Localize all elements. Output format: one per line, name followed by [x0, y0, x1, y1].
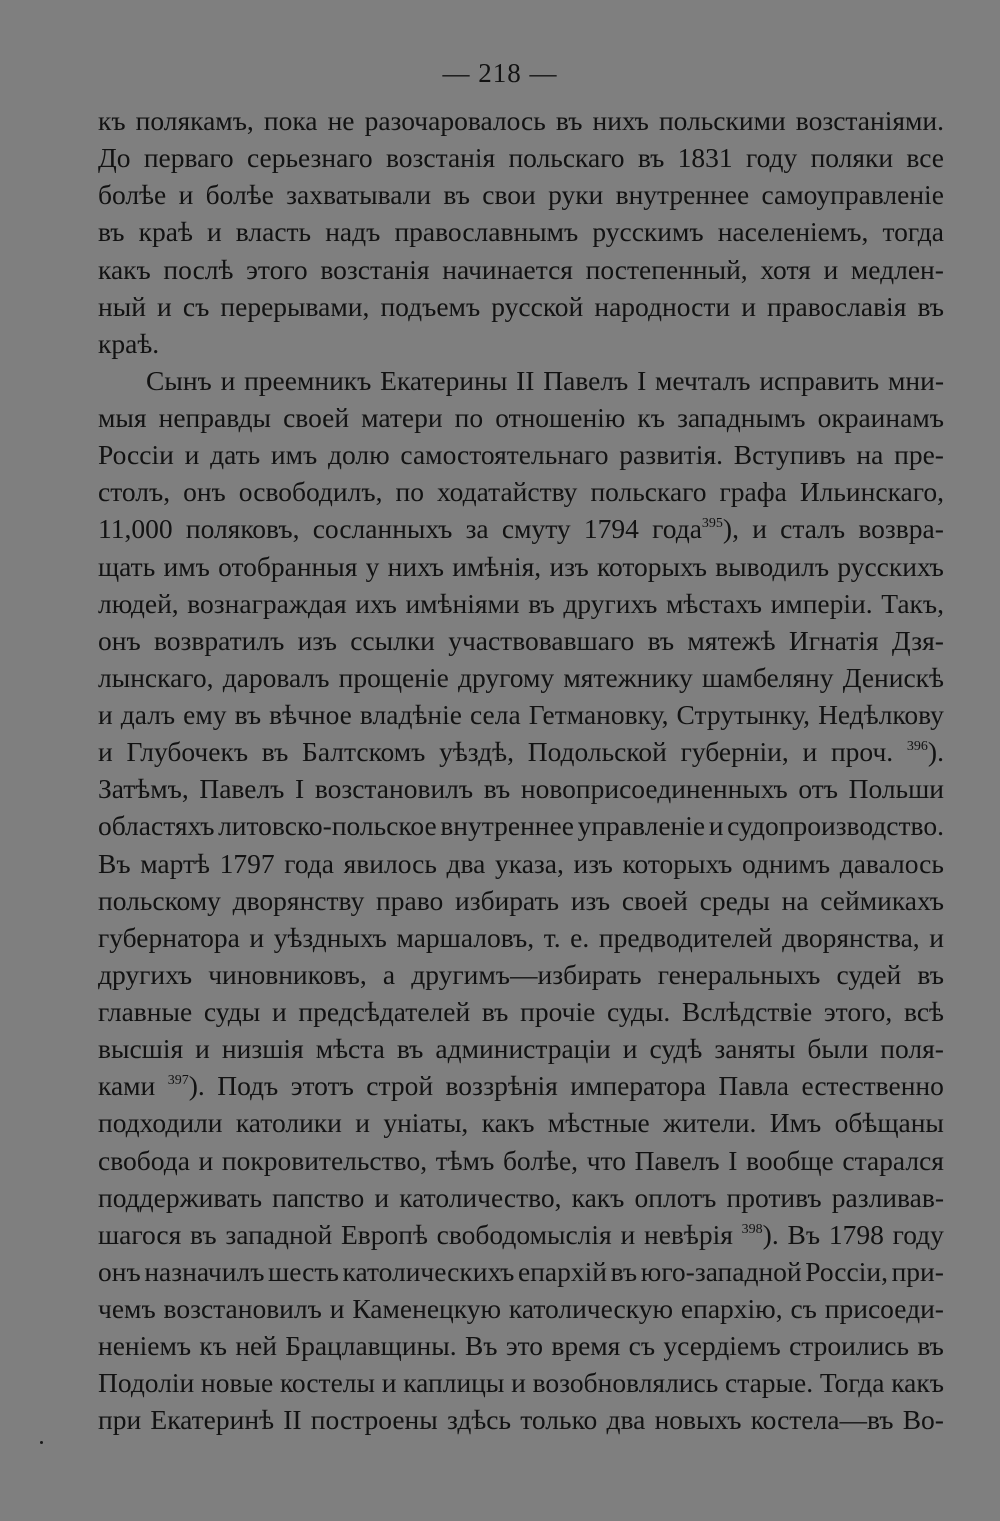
text-line: ный и съ перерывами, подъемъ русской народности и православія въ — [98, 290, 944, 322]
text-line: главные суды и предсѣдателей въ прочіе суды. Вслѣдствіе этого, всѣ — [98, 996, 944, 1027]
text-line: онъ возвратилъ изъ ссылки участвовавшаго въ мятежѣ Игнатія Дзя- — [98, 624, 944, 656]
text-line: Въ мартѣ 1797 года явилось два указа, изъ которыхъ однимъ давалось — [98, 847, 944, 879]
text-line: другихъ чиновниковъ, а другимъ—избирать генеральныхъ судей въ — [98, 958, 944, 990]
text-line: и далъ ему въ вѣчное владѣніе села Гетмановку, Струтынку, Недѣлкову — [98, 699, 944, 730]
text-line: щать имъ отобранныя у нихъ имѣнія, изъ которыхъ выводилъ русскихъ — [98, 550, 944, 582]
text-line: людей, вознаграждая ихъ имѣніями въ другихъ мѣстахъ имперіи. Такъ, — [98, 587, 944, 619]
text-line: чемъ возстановилъ и Каменецкую католическую епархію, съ присоеди- — [98, 1293, 944, 1324]
text-line: поддерживать папство и католичество, какъ оплотъ противъ разливав- — [98, 1181, 944, 1213]
text-line: свобода и покровительство, тѣмъ болѣе, что Павелъ I вообще старался — [98, 1144, 944, 1176]
text-line: польскому дворянству право избирать изъ своей среды на сеймикахъ — [98, 884, 944, 916]
paragraph — [98, 362, 944, 1439]
text-line: губернатора и уѣздныхъ маршаловъ, т. е. предводителей дворянства, и — [98, 921, 944, 953]
text-line: въ краѣ и власть надъ православнымъ русскимъ населеніемъ, тогда — [98, 216, 944, 248]
text-line: Подоліи новые костелы и каплицы и возобновлялись старые. Тогда какъ — [98, 1367, 944, 1399]
text-line: краѣ. — [98, 327, 160, 359]
body-text — [98, 102, 944, 1439]
text-line: ками $^{397}$). Подъ этотъ строй воззрѣнія императора Павла естественно — [98, 1070, 944, 1102]
paragraph — [98, 102, 944, 362]
text-line: какъ послѣ этого возстанія начинается постепенный, хотя и медлен- — [98, 253, 944, 285]
text-line: при Екатеринѣ II построены здѣсь только два новыхъ костела—въ Во- — [98, 1404, 944, 1436]
text-line: болѣе и болѣе захватывали въ свои руки внутреннее самоуправленіе — [98, 179, 944, 211]
text-line: неніемъ къ ней Брацлавщины. Въ это время съ усердіемъ строились въ — [98, 1330, 944, 1362]
text-line: Сынъ и преемникъ Екатерины II Павелъ I мечталъ исправить мни- — [146, 364, 944, 396]
text-line: столъ, онъ освободилъ, по ходатайству польскаго графа Ильинскаго, — [98, 476, 944, 508]
text-line: лынскаго, даровалъ прощеніе другому мятежнику шамбеляну Денискѣ — [98, 661, 944, 693]
text-line: шагося въ западной Европѣ свободомыслія и невѣрія $^{398}$). Въ 1798 году — [98, 1218, 944, 1250]
text-line: и Глубочекъ въ Балтскомъ уѣздѣ, Подольской губерніи, и проч. $^{396}$). — [98, 736, 944, 768]
text-line: высшія и низшія мѣста въ администраціи и судѣ заняты были поля- — [98, 1033, 944, 1065]
text-line: подходили католики и уніаты, какъ мѣстные жители. Имъ обѣщаны — [98, 1107, 944, 1139]
text-line: къ полякамъ, пока не разочаровалось въ нихъ польскими возстаніями. — [98, 105, 944, 136]
text-line: онъ назначилъ шесть католическихъ епархій въ юго-западной Россіи, при- — [98, 1255, 944, 1287]
text-line: До перваго серьезнаго возстанія польскаго въ 1831 году поляки все — [98, 142, 944, 174]
page-number: — 218 — — [442, 58, 558, 88]
text-line: мыя неправды своей матери по отношенію къ западнымъ окраинамъ — [98, 402, 944, 433]
text-line: Затѣмъ, Павелъ I возстановилъ въ новоприсоединенныхъ отъ Польши — [98, 773, 944, 805]
text-line: 11,000 поляковъ, сосланныхъ за смуту 1794 года$^{395}$), и сталъ возвра- — [98, 513, 944, 545]
print-speck — [40, 1441, 43, 1444]
text-line: областяхъ литовско-польское внутреннее управленіе и судопроизводство. — [98, 810, 944, 842]
text-line: Россіи и дать имъ долю самостоятельнаго развитія. Вступивъ на пре- — [98, 439, 944, 471]
